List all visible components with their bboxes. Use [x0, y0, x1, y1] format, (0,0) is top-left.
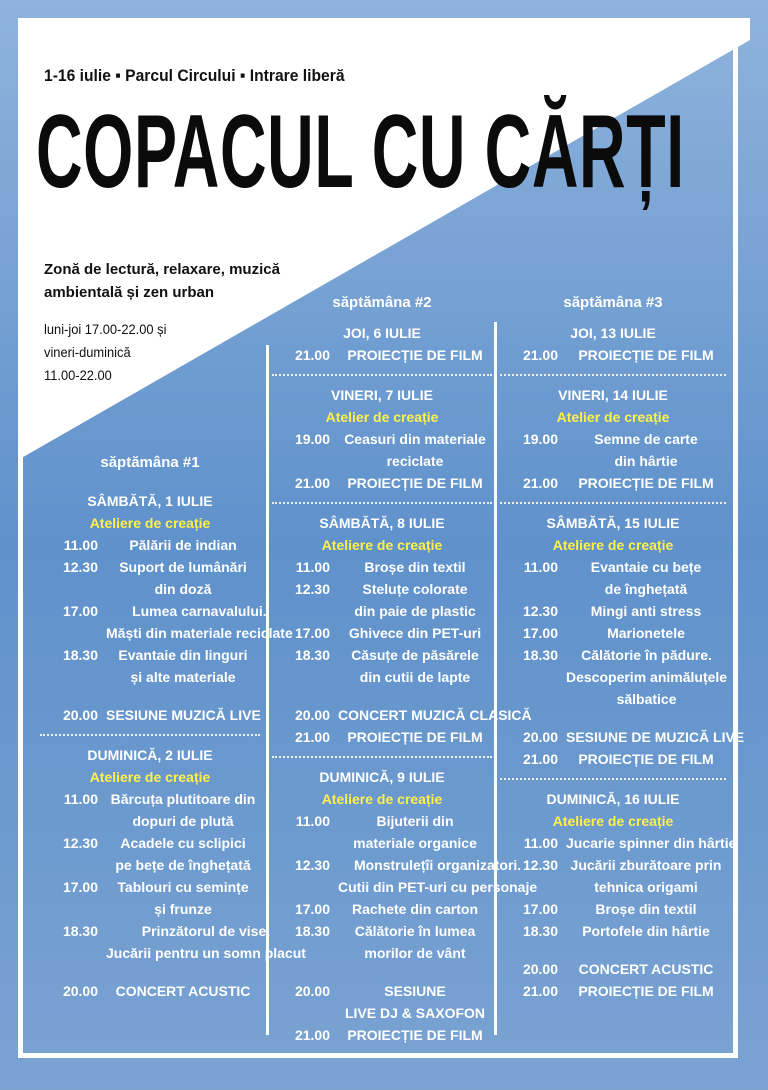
- event-description: [106, 704, 261, 726]
- event-time: 21.00: [294, 1027, 330, 1043]
- spacer: [40, 964, 260, 980]
- hours-line: vineri-duminică: [44, 344, 131, 360]
- event-line: Căsuțe de păsărele: [351, 647, 479, 663]
- event-time: 17.00: [522, 901, 558, 917]
- event-line: Pălării de indian: [129, 537, 237, 553]
- event-time: 20.00: [62, 707, 98, 723]
- schedule-event: [500, 854, 726, 898]
- event-line: Prinzătorul de vise.: [141, 923, 271, 939]
- event-time: 12.30: [294, 857, 330, 873]
- event-line: Jucării zburătoare prin: [570, 857, 722, 873]
- event-description: [106, 600, 293, 644]
- event-description: [106, 556, 260, 600]
- event-line: PROIECȚIE DE FILM: [347, 1027, 483, 1043]
- dotted-separator: [272, 502, 492, 504]
- event-time: 19.00: [522, 431, 558, 447]
- zone-description: [44, 258, 304, 304]
- opening-hours: [44, 318, 166, 387]
- event-time: 20.00: [522, 729, 558, 745]
- event-time: 17.00: [62, 603, 98, 619]
- day-heading: VINERI, 7 IULIE: [331, 387, 433, 403]
- dotted-separator: [272, 756, 492, 758]
- schedule-event: [272, 854, 538, 898]
- zone-line: ambientală și zen urban: [44, 284, 215, 301]
- event-description: [106, 788, 260, 832]
- spacer: [500, 710, 726, 726]
- event-line: Cutii din PET-uri cu personaje: [338, 879, 538, 895]
- day-heading: JOI, 6 IULIE: [343, 325, 421, 341]
- event-description: [566, 428, 726, 472]
- event-time: 12.30: [522, 857, 558, 873]
- schedule-event: [272, 428, 492, 472]
- event-line: materiale organice: [353, 835, 477, 851]
- schedule-event: [272, 810, 492, 854]
- schedule-event: [40, 644, 260, 688]
- atelier-heading: Ateliere de creație: [321, 791, 443, 807]
- event-time: 12.30: [294, 581, 330, 597]
- schedule-event: [272, 898, 492, 920]
- schedule-event: [272, 726, 492, 748]
- event-line: Steluțe colorate: [362, 581, 468, 597]
- dotted-separator: [272, 374, 492, 376]
- event-time: 20.00: [62, 983, 98, 999]
- event-line: Lumea carnavalului.: [132, 603, 267, 619]
- schedule-event: [272, 472, 492, 494]
- atelier-heading: Ateliere de creație: [89, 769, 211, 785]
- atelier-heading: Atelier de creație: [325, 409, 439, 425]
- event-line: Călătorie în pădure.: [581, 647, 712, 663]
- day-heading: DUMINICĂ, 2 IULIE: [87, 747, 213, 763]
- event-time: 18.30: [294, 923, 330, 939]
- schedule-event: [272, 578, 492, 622]
- schedule-event: [272, 704, 532, 726]
- event-description: [338, 622, 492, 644]
- week-2-column: [272, 292, 538, 1046]
- event-line: dopuri de plută: [132, 813, 234, 829]
- atelier-heading: Atelier de creație: [556, 409, 670, 425]
- atelier-heading: Ateliere de creație: [552, 813, 674, 829]
- event-line: SESIUNE: [384, 983, 446, 999]
- event-time: 21.00: [294, 475, 330, 491]
- event-description: [106, 644, 260, 688]
- event-line: CONCERT ACUSTIC: [115, 983, 251, 999]
- event-time: 18.30: [294, 647, 330, 663]
- hours-line: luni-joi 17.00-22.00 și: [44, 321, 167, 337]
- event-description: [106, 534, 260, 556]
- schedule-event: [500, 622, 726, 644]
- event-description: [338, 578, 492, 622]
- event-line: CONCERT MUZICĂ CLASICĂ: [338, 707, 532, 723]
- event-line: Jucării pentru un somn placut: [106, 945, 306, 961]
- zone-line: Zonă de lectură, relaxare, muzică: [44, 261, 280, 278]
- event-time: 20.00: [522, 961, 558, 977]
- event-line: Broșe din textil: [595, 901, 697, 917]
- week-3-column: [500, 292, 745, 1002]
- event-description: [566, 748, 726, 770]
- schedule-event: [40, 980, 260, 1002]
- event-description: [566, 898, 726, 920]
- day-heading: DUMINICĂ, 16 IULIE: [546, 791, 680, 807]
- event-description: [106, 832, 260, 876]
- week-label: săptămâna #1: [100, 454, 200, 471]
- schedule-event: [272, 622, 492, 644]
- event-time: 18.30: [62, 647, 98, 663]
- schedule-event: [500, 920, 726, 942]
- event-description: [338, 344, 492, 366]
- event-line: Portofele din hârtie: [582, 923, 710, 939]
- event-description: [338, 428, 492, 472]
- dotted-separator: [500, 374, 726, 376]
- event-time: 20.00: [294, 983, 330, 999]
- spacer: [40, 688, 260, 704]
- event-line: și frunze: [154, 901, 212, 917]
- event-description: [338, 980, 492, 1024]
- event-line: Ceasuri din materiale: [344, 431, 486, 447]
- event-time: 21.00: [522, 751, 558, 767]
- schedule-event: [500, 472, 726, 494]
- schedule-event: [500, 726, 745, 748]
- event-description: [566, 958, 726, 980]
- event-time: 18.30: [522, 647, 558, 663]
- atelier-heading: Ateliere de creație: [552, 537, 674, 553]
- event-description: [338, 810, 492, 854]
- event-description: [338, 556, 492, 578]
- event-line: Mingi anti stress: [590, 603, 702, 619]
- event-time: 21.00: [522, 347, 558, 363]
- event-line: PROIECȚIE DE FILM: [347, 475, 483, 491]
- event-time: 17.00: [294, 625, 330, 641]
- event-line: Ghivece din PET-uri: [348, 625, 482, 641]
- event-description: [106, 876, 260, 920]
- event-line: Semne de carte: [594, 431, 698, 447]
- event-time: 11.00: [523, 559, 558, 575]
- schedule-event: [272, 980, 492, 1024]
- column-divider: [494, 322, 497, 1035]
- event-description: [338, 920, 492, 964]
- day-heading: JOI, 13 IULIE: [570, 325, 656, 341]
- schedule-event: [500, 600, 726, 622]
- event-description: [566, 600, 726, 622]
- event-time: 11.00: [295, 559, 330, 575]
- event-time: 11.00: [523, 835, 558, 851]
- dotted-separator: [40, 734, 260, 736]
- schedule-event: [40, 556, 260, 600]
- schedule-event: [40, 704, 260, 726]
- schedule-event: [500, 344, 726, 366]
- event-line: PROIECȚIE DE FILM: [578, 347, 714, 363]
- event-line: Jucarie spinner din hârtie: [566, 835, 737, 851]
- event-time: 21.00: [522, 475, 558, 491]
- event-description: [566, 622, 726, 644]
- event-description: [338, 472, 492, 494]
- schedule-event: [500, 748, 726, 770]
- event-line: Măști din materiale reciclate: [106, 625, 293, 641]
- event-time: 11.00: [295, 813, 330, 829]
- event-time: 17.00: [522, 625, 558, 641]
- day-heading: DUMINICĂ, 9 IULIE: [319, 769, 445, 785]
- schedule-event: [500, 428, 726, 472]
- event-time: 11.00: [63, 791, 98, 807]
- schedule-event: [500, 644, 726, 710]
- event-line: SESIUNE DE MUZICĂ LIVE: [566, 729, 745, 745]
- schedule-event: [40, 832, 260, 876]
- schedule-event: [500, 980, 726, 1002]
- day-heading: SÂMBĂTĂ, 8 IULIE: [319, 515, 445, 531]
- day-heading: SÂMBĂTĂ, 15 IULIE: [546, 515, 680, 531]
- event-line: din doză: [154, 581, 212, 597]
- day-heading: SÂMBĂTĂ, 1 IULIE: [87, 493, 213, 509]
- dotted-separator: [500, 502, 726, 504]
- event-time: 12.30: [522, 603, 558, 619]
- event-line: Tablouri cu semințe: [117, 879, 249, 895]
- spacer: [272, 964, 492, 980]
- event-line: morilor de vânt: [364, 945, 466, 961]
- event-line: Broșe din textil: [364, 559, 466, 575]
- event-line: din cutii de lapte: [359, 669, 471, 685]
- schedule-event: [272, 644, 492, 688]
- event-description: [566, 472, 726, 494]
- event-description: [566, 556, 726, 600]
- schedule-event: [500, 832, 737, 854]
- event-description: [338, 726, 492, 748]
- event-line: Evantaie din linguri: [118, 647, 248, 663]
- event-description: [338, 1024, 492, 1046]
- dotted-separator: [500, 778, 726, 780]
- schedule-event: [272, 1024, 492, 1046]
- event-line: și alte materiale: [130, 669, 236, 685]
- event-line: Suport de lumânări: [119, 559, 247, 575]
- event-description: [338, 898, 492, 920]
- event-line: PROIECȚIE DE FILM: [578, 983, 714, 999]
- event-line: Bijuterii din: [376, 813, 454, 829]
- schedule-event: [500, 898, 726, 920]
- event-description: [566, 726, 744, 748]
- spacer: [500, 942, 726, 958]
- event-description: [566, 832, 736, 854]
- event-line: PROIECȚIE DE FILM: [578, 751, 714, 767]
- event-description: [566, 644, 727, 710]
- event-line: Monstrulețîi organizatori.: [353, 857, 522, 873]
- event-line: SESIUNE MUZICĂ LIVE: [106, 707, 261, 723]
- event-time: 17.00: [294, 901, 330, 917]
- event-line: Descoperim animăluțele: [566, 669, 728, 685]
- event-time: 21.00: [294, 347, 330, 363]
- event-time: 12.30: [62, 559, 98, 575]
- week-1-column: [40, 452, 306, 1002]
- event-time: 21.00: [522, 983, 558, 999]
- week-label: săptămâna #2: [332, 294, 432, 311]
- schedule-event: [272, 556, 492, 578]
- event-line: din paie de plastic: [354, 603, 476, 619]
- atelier-heading: Ateliere de creație: [321, 537, 443, 553]
- event-description: [566, 854, 726, 898]
- schedule-event: [272, 344, 492, 366]
- event-line: Rachete din carton: [351, 901, 479, 917]
- event-time: 20.00: [294, 707, 330, 723]
- event-line: de înghețată: [604, 581, 688, 597]
- event-line: Acadele cu sclipici: [120, 835, 246, 851]
- event-time: 19.00: [294, 431, 330, 447]
- atelier-heading: Ateliere de creație: [89, 515, 211, 531]
- event-line: pe bețe de înghețată: [115, 857, 251, 873]
- hours-line: 11.00-22.00: [44, 367, 112, 383]
- event-description: [566, 980, 726, 1002]
- event-line: CONCERT ACUSTIC: [578, 961, 714, 977]
- event-time: 18.30: [522, 923, 558, 939]
- event-time: 12.30: [62, 835, 98, 851]
- event-time: 11.00: [63, 537, 98, 553]
- event-time: 21.00: [294, 729, 330, 745]
- event-line: din hârtie: [614, 453, 678, 469]
- schedule-event: [272, 920, 492, 964]
- event-line: sălbatice: [616, 691, 677, 707]
- event-description: [566, 920, 726, 942]
- event-line: tehnica origami: [594, 879, 698, 895]
- schedule-event: [40, 788, 260, 832]
- page-title: COPACUL CU CĂRȚI: [36, 94, 685, 210]
- event-description: [566, 344, 726, 366]
- event-subtitle: 1-16 iulie ▪ Parcul Circului ▪ Intrare liberă: [44, 66, 345, 85]
- event-time: 17.00: [62, 879, 98, 895]
- event-line: Evantaie cu bețe: [590, 559, 702, 575]
- week-label: săptămâna #3: [563, 294, 663, 311]
- spacer: [272, 688, 492, 704]
- event-line: Marionetele: [607, 625, 685, 641]
- schedule-event: [40, 920, 306, 964]
- schedule-event: [40, 600, 293, 644]
- event-line: PROIECȚIE DE FILM: [578, 475, 714, 491]
- schedule-event: [40, 534, 260, 556]
- event-line: LIVE DJ & SAXOFON: [344, 1005, 486, 1021]
- schedule-event: [500, 958, 726, 980]
- event-line: Călătorie în lumea: [354, 923, 476, 939]
- event-line: Bărcuța plutitoare din: [110, 791, 256, 807]
- schedule-event: [40, 876, 260, 920]
- event-line: PROIECȚIE DE FILM: [347, 729, 483, 745]
- event-description: [106, 980, 260, 1002]
- schedule-event: [500, 556, 726, 600]
- event-description: [338, 644, 492, 688]
- day-heading: VINERI, 14 IULIE: [558, 387, 668, 403]
- event-line: reciclate: [386, 453, 444, 469]
- event-time: 18.30: [62, 923, 98, 939]
- event-line: PROIECȚIE DE FILM: [347, 347, 483, 363]
